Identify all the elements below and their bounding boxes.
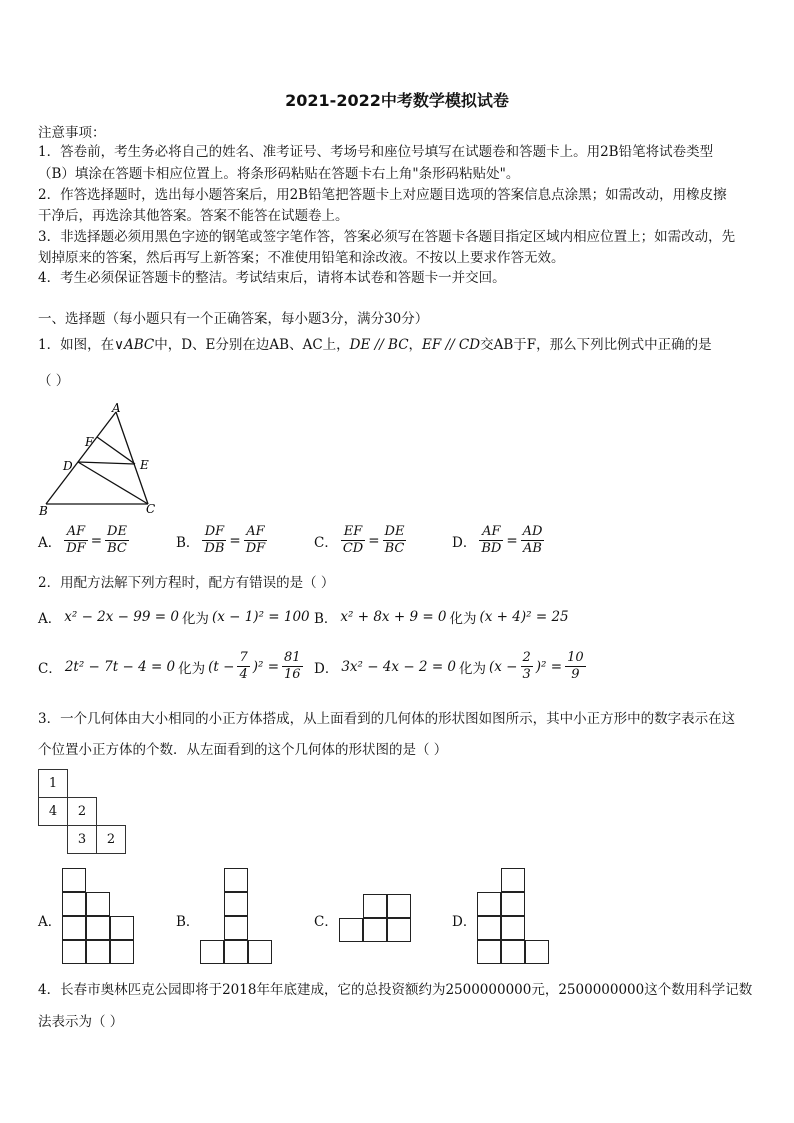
fraction: [521, 524, 545, 557]
q1-paren: （ ）: [38, 373, 70, 389]
cube-square: [200, 940, 224, 964]
q1-text: ，: [408, 337, 423, 353]
question-3-cont: 个位置小正方体的个数．从左面看到的这个几何体的形状图的是（ ）: [38, 742, 448, 758]
denominator: AB: [523, 541, 542, 556]
notice-line: 2．作答选择题时，选出每小题答案后，用2B铅笔把答题卡上对应题目选项的答案信息点涂黑；如需改动，用橡皮擦: [38, 187, 727, 203]
q1-triangle: ∨ABC: [114, 337, 155, 353]
option-letter: C．: [38, 660, 62, 677]
q2-option-a[interactable]: [38, 607, 310, 627]
numerator: DF: [202, 524, 226, 541]
cube-square: [224, 892, 248, 916]
fraction: [341, 524, 365, 557]
option-letter: B．: [176, 534, 200, 551]
equals: =: [229, 532, 241, 549]
notice-line: 划掉原来的答案，然后再写上新答案；不准使用铅笔和涂改液。不按以上要求作答无效。: [38, 250, 565, 266]
numerator: 7: [239, 650, 248, 665]
cube-square: [224, 940, 248, 964]
equation-result: (x + 4)² = 25: [479, 609, 569, 625]
q1-ef: EF // CD: [422, 337, 481, 353]
line-ab: [46, 412, 116, 504]
cube-square: [501, 892, 525, 916]
q1-option-c[interactable]: [314, 524, 406, 557]
denominator: BD: [481, 541, 502, 556]
cube-square: [62, 916, 86, 940]
q2-option-b[interactable]: [314, 607, 569, 627]
numerator: AF: [244, 524, 267, 541]
q3-option-d-figure: [477, 868, 551, 968]
grid-cell: 1: [39, 770, 68, 798]
notice-heading: 注意事项：: [38, 125, 106, 141]
numerator: AF: [64, 524, 87, 541]
fraction: [202, 524, 226, 557]
numerator: EF: [341, 524, 365, 541]
question-1: [38, 333, 712, 353]
q1-option-b[interactable]: [176, 524, 267, 557]
cube-square: [86, 940, 110, 964]
option-letter: A．: [38, 534, 62, 551]
cube-square: [501, 940, 525, 964]
numerator: DE: [384, 524, 405, 539]
numerator: 2: [522, 650, 531, 665]
cube-square: [62, 940, 86, 964]
equation-result: (x − 1)² = 100: [211, 609, 310, 625]
option-letter: D．: [452, 534, 477, 551]
cube-square: [501, 916, 525, 940]
question-4: 4．长春市奥林匹克公园即将于2018年年底建成，它的总投资额约为2500000000元，2500000000这个数用科学记数: [38, 982, 753, 998]
question-2: 2．用配方法解下列方程时，配方有错误的是（ ）: [38, 575, 335, 591]
option-letter: D．: [314, 660, 339, 677]
cube-square: [339, 918, 363, 942]
equation-part: (x −: [489, 658, 518, 675]
label-e: E: [140, 458, 149, 472]
q2-option-c[interactable]: [38, 650, 303, 683]
q3-option-a-figure: [62, 868, 136, 968]
cube-square: [387, 894, 411, 918]
equation: 2t² − 7t − 4 = 0: [64, 658, 176, 675]
fraction: [521, 650, 533, 683]
convert-word: 化为: [181, 611, 209, 627]
q3-option-c-label[interactable]: C．: [314, 914, 338, 930]
numerator: AD: [522, 524, 543, 539]
q3-option-b-figure: [200, 868, 274, 968]
denominator: 3: [522, 667, 531, 682]
cube-square: [110, 916, 134, 940]
equation-part: )² =: [252, 658, 280, 675]
fraction: [105, 524, 129, 557]
fraction: [244, 524, 267, 557]
cube-square: [224, 868, 248, 892]
notice-line: 3．非选择题必须用黑色字迹的钢笔或签字笔作答，答案必须写在答题卡各题目指定区域内相应位置上；如需改动，先: [38, 229, 736, 245]
equation-part: (t −: [208, 658, 235, 675]
equation: x² − 2x − 99 = 0: [64, 609, 179, 625]
label-b: B: [39, 504, 48, 518]
equals: =: [90, 532, 103, 549]
cube-square: [86, 892, 110, 916]
equation-part: )² =: [535, 658, 563, 675]
equals: =: [506, 532, 518, 549]
q3-option-a-label[interactable]: A．: [38, 914, 62, 930]
denominator: BC: [384, 541, 405, 556]
question-4-cont: 法表示为（ ）: [38, 1014, 124, 1030]
q1-text: 中，D、E分别在边AB、AC上，: [154, 337, 350, 353]
q2-option-d[interactable]: [314, 650, 586, 683]
equation: 3x² − 4x − 2 = 0: [341, 658, 457, 675]
fraction: [237, 650, 249, 683]
label-f: F: [85, 435, 94, 449]
q1-option-a[interactable]: [38, 524, 129, 557]
notice-line: 4．考生必须保证答题卡的整洁。考试结束后，请将本试卷和答题卡一并交回。: [38, 270, 506, 286]
denominator: DB: [204, 541, 225, 556]
grid-cell: 2: [68, 798, 97, 826]
cube-square: [477, 892, 501, 916]
convert-word: 化为: [459, 660, 487, 677]
q3-option-d-label[interactable]: D．: [452, 914, 477, 930]
q1-triangle-figure: [36, 400, 166, 520]
label-a: A: [112, 401, 121, 415]
numerator: DE: [107, 524, 127, 539]
question-3: 3．一个几何体由大小相同的小正方体搭成，从上面看到的几何体的形状图如图所示，其中小正方形中的数字表示在这: [38, 711, 736, 727]
cube-square: [62, 892, 86, 916]
line-de: [78, 462, 135, 464]
numerator: 81: [284, 650, 301, 665]
cube-square: [387, 918, 411, 942]
page-title: 2021-2022中考数学模拟试卷: [285, 91, 509, 110]
denominator: BC: [107, 541, 127, 556]
label-c: C: [146, 502, 156, 516]
notice-line: 1．答卷前，考生务必将自己的姓名、准考证号、考场号和座位号填写在试题卷和答题卡上。用2B铅笔将试卷类型: [38, 144, 714, 160]
label-d: D: [63, 459, 73, 473]
denominator: CD: [342, 541, 364, 556]
grid-cell: 4: [39, 798, 68, 826]
cube-square: [62, 868, 86, 892]
grid-cell: 2: [97, 826, 126, 854]
convert-word: 化为: [449, 611, 477, 627]
denominator: 4: [239, 667, 248, 682]
fraction: [565, 650, 586, 683]
notice-line: （B）填涂在答题卡相应位置上。将条形码粘贴在答题卡右上角"条形码粘贴处"。: [38, 166, 520, 182]
top-view-grid: [38, 769, 126, 854]
q1-text: 交AB于F，那么下列比例式中正确的是: [480, 337, 712, 353]
convert-word: 化为: [178, 660, 206, 677]
cube-square: [248, 940, 272, 964]
cube-square: [86, 916, 110, 940]
cube-square: [224, 916, 248, 940]
denominator: 9: [571, 667, 580, 682]
cube-square: [501, 868, 525, 892]
fraction: [383, 524, 407, 557]
equals: =: [368, 532, 380, 549]
q1-text: 1．如图，在: [38, 337, 115, 353]
cube-square: [525, 940, 549, 964]
fraction: [64, 524, 87, 557]
q1-de: DE // BC: [349, 337, 409, 353]
q1-option-d[interactable]: [452, 524, 544, 557]
denominator: DF: [66, 541, 86, 556]
option-letter: C．: [314, 534, 338, 551]
cube-square: [363, 894, 387, 918]
numerator: AF: [479, 524, 503, 541]
fraction: [479, 524, 503, 557]
cube-square: [477, 916, 501, 940]
denominator: DF: [245, 541, 266, 556]
denominator: 16: [284, 667, 301, 682]
option-letter: A．: [38, 611, 62, 627]
cube-square: [363, 918, 387, 942]
numerator: 10: [567, 650, 584, 665]
option-letter: B．: [314, 611, 338, 627]
equation: x² + 8x + 9 = 0: [340, 609, 447, 625]
q3-option-c-figure: [339, 894, 413, 944]
notice-line: 干净后，再选涂其他答案。答案不能答在试题卷上。: [38, 208, 349, 224]
line-dc: [78, 462, 148, 504]
fraction: [282, 650, 303, 683]
section-heading: 一、选择题（每小题只有一个正确答案，每小题3分，满分30分）: [38, 311, 429, 327]
cube-square: [110, 940, 134, 964]
cube-square: [477, 940, 501, 964]
q3-option-b-label[interactable]: B．: [176, 914, 200, 930]
grid-cell: 3: [68, 826, 97, 854]
